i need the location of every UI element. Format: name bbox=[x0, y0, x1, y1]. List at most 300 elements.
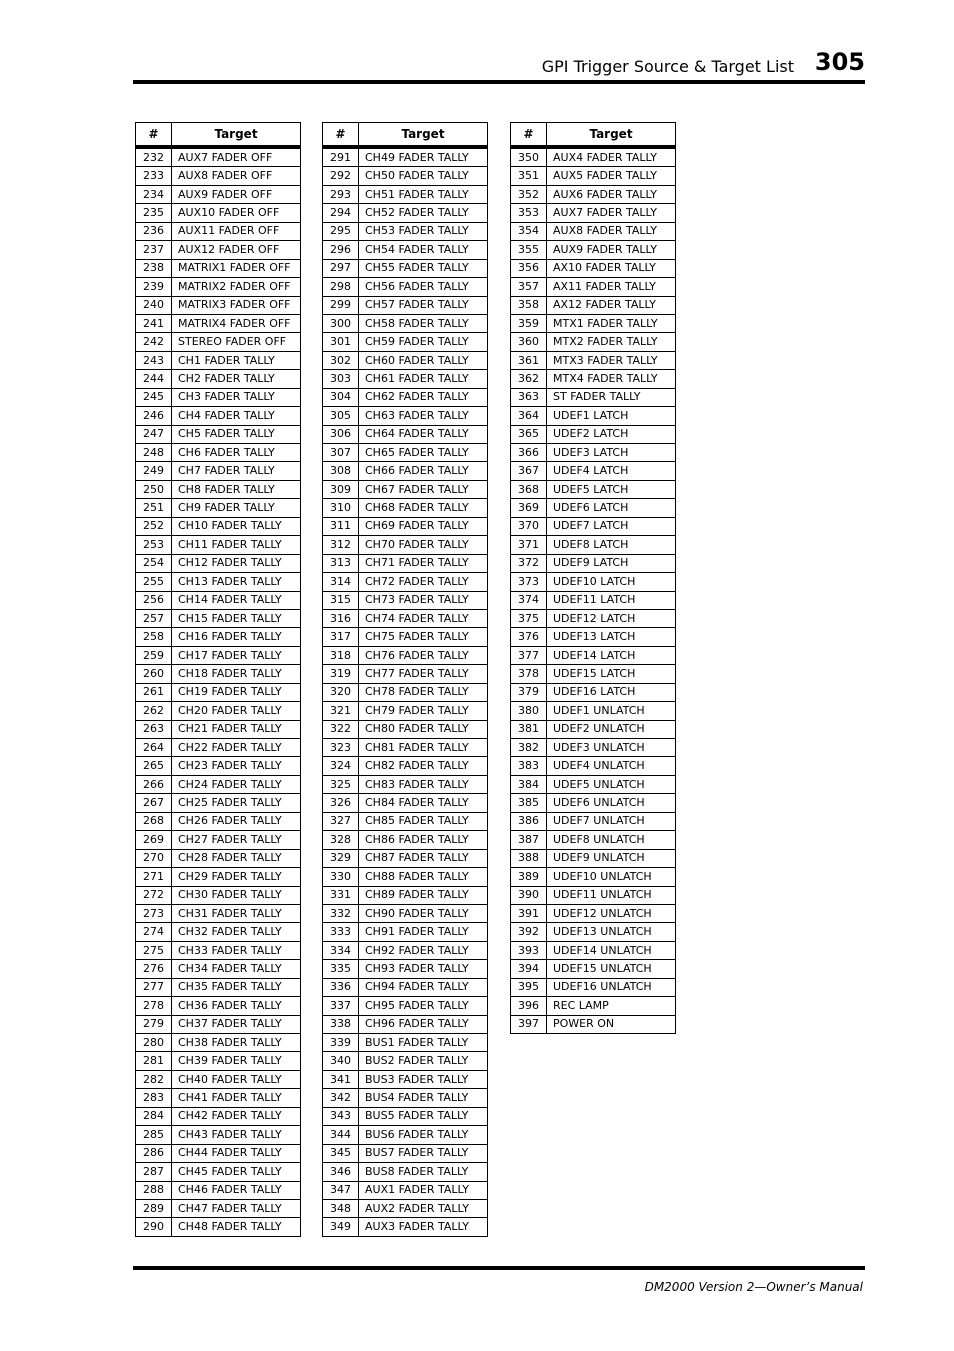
row-number: 333 bbox=[323, 923, 359, 941]
table-row bbox=[136, 1163, 301, 1181]
table-row bbox=[136, 388, 301, 406]
row-target: CH13 FADER TALLY bbox=[172, 573, 301, 591]
table-row bbox=[511, 904, 676, 922]
row-number: 290 bbox=[136, 1218, 172, 1236]
row-number: 274 bbox=[136, 923, 172, 941]
row-target: CH22 FADER TALLY bbox=[172, 739, 301, 757]
table-row bbox=[323, 739, 488, 757]
row-number: 309 bbox=[323, 480, 359, 498]
row-number: 251 bbox=[136, 499, 172, 517]
table-row bbox=[323, 480, 488, 498]
table-row bbox=[323, 960, 488, 978]
row-target: AUX1 FADER TALLY bbox=[359, 1181, 488, 1199]
row-number: 380 bbox=[511, 702, 547, 720]
row-number: 311 bbox=[323, 517, 359, 535]
table-row bbox=[511, 628, 676, 646]
table-row bbox=[136, 1107, 301, 1125]
row-target: CH3 FADER TALLY bbox=[172, 388, 301, 406]
row-number: 367 bbox=[511, 462, 547, 480]
row-target: UDEF3 LATCH bbox=[547, 444, 676, 462]
row-target: CH56 FADER TALLY bbox=[359, 278, 488, 296]
table-row bbox=[323, 886, 488, 904]
row-target: MTX1 FADER TALLY bbox=[547, 314, 676, 332]
row-number: 346 bbox=[323, 1163, 359, 1181]
table-row bbox=[323, 167, 488, 185]
table-row bbox=[136, 1089, 301, 1107]
row-target: CH18 FADER TALLY bbox=[172, 665, 301, 683]
row-target: CH59 FADER TALLY bbox=[359, 333, 488, 351]
row-number: 270 bbox=[136, 849, 172, 867]
row-target: CH39 FADER TALLY bbox=[172, 1052, 301, 1070]
row-number: 345 bbox=[323, 1144, 359, 1162]
row-target: CH17 FADER TALLY bbox=[172, 646, 301, 664]
header-rule bbox=[133, 80, 865, 84]
table-row bbox=[323, 794, 488, 812]
row-target: UDEF2 LATCH bbox=[547, 425, 676, 443]
row-number: 288 bbox=[136, 1181, 172, 1199]
row-number: 307 bbox=[323, 444, 359, 462]
row-target: UDEF8 UNLATCH bbox=[547, 831, 676, 849]
row-number: 351 bbox=[511, 167, 547, 185]
table-row bbox=[323, 628, 488, 646]
table-row bbox=[323, 351, 488, 369]
table-row bbox=[136, 646, 301, 664]
table-row bbox=[511, 886, 676, 904]
table-row bbox=[511, 370, 676, 388]
table-row bbox=[511, 204, 676, 222]
table-row bbox=[511, 960, 676, 978]
row-number: 313 bbox=[323, 554, 359, 572]
row-number: 373 bbox=[511, 573, 547, 591]
table-row bbox=[323, 1218, 488, 1236]
table-row bbox=[511, 241, 676, 259]
row-target: CH23 FADER TALLY bbox=[172, 757, 301, 775]
table-row bbox=[323, 812, 488, 830]
table-row bbox=[136, 609, 301, 627]
row-number: 335 bbox=[323, 960, 359, 978]
row-number: 300 bbox=[323, 314, 359, 332]
row-target: CH48 FADER TALLY bbox=[172, 1218, 301, 1236]
row-target: CH40 FADER TALLY bbox=[172, 1070, 301, 1088]
table-row bbox=[136, 941, 301, 959]
row-number: 297 bbox=[323, 259, 359, 277]
row-number: 238 bbox=[136, 259, 172, 277]
row-target: CH33 FADER TALLY bbox=[172, 941, 301, 959]
footer-manual-title: DM2000 Version 2—Owner’s Manual bbox=[644, 1280, 863, 1294]
table-row bbox=[511, 444, 676, 462]
table-row bbox=[323, 941, 488, 959]
row-target: BUS7 FADER TALLY bbox=[359, 1144, 488, 1162]
row-target: CH55 FADER TALLY bbox=[359, 259, 488, 277]
row-target: BUS3 FADER TALLY bbox=[359, 1070, 488, 1088]
footer-rule bbox=[133, 1266, 865, 1270]
row-target: UDEF10 LATCH bbox=[547, 573, 676, 591]
table-row bbox=[323, 1034, 488, 1052]
table-row bbox=[136, 1199, 301, 1217]
row-target: CH21 FADER TALLY bbox=[172, 720, 301, 738]
row-number: 242 bbox=[136, 333, 172, 351]
row-target: CH8 FADER TALLY bbox=[172, 480, 301, 498]
row-number: 369 bbox=[511, 499, 547, 517]
table-row bbox=[136, 812, 301, 830]
row-number: 304 bbox=[323, 388, 359, 406]
row-number: 262 bbox=[136, 702, 172, 720]
row-target: UDEF12 UNLATCH bbox=[547, 904, 676, 922]
table-row bbox=[511, 609, 676, 627]
table-row bbox=[323, 646, 488, 664]
table-row bbox=[136, 886, 301, 904]
column-header-number: # bbox=[511, 123, 547, 148]
table-row bbox=[323, 370, 488, 388]
row-number: 323 bbox=[323, 739, 359, 757]
row-target: MTX3 FADER TALLY bbox=[547, 351, 676, 369]
row-target: UDEF16 UNLATCH bbox=[547, 978, 676, 996]
row-number: 306 bbox=[323, 425, 359, 443]
row-number: 361 bbox=[511, 351, 547, 369]
row-number: 298 bbox=[323, 278, 359, 296]
row-target: UDEF6 UNLATCH bbox=[547, 794, 676, 812]
row-number: 295 bbox=[323, 222, 359, 240]
table-row bbox=[136, 147, 301, 167]
column-header-target: Target bbox=[359, 123, 488, 148]
table-row bbox=[511, 147, 676, 167]
row-number: 265 bbox=[136, 757, 172, 775]
row-target: AUX9 FADER TALLY bbox=[547, 241, 676, 259]
row-target: UDEF15 UNLATCH bbox=[547, 960, 676, 978]
table-row bbox=[136, 462, 301, 480]
row-number: 315 bbox=[323, 591, 359, 609]
table-row bbox=[511, 259, 676, 277]
row-target: BUS6 FADER TALLY bbox=[359, 1126, 488, 1144]
row-number: 239 bbox=[136, 278, 172, 296]
table-row bbox=[511, 702, 676, 720]
row-number: 337 bbox=[323, 997, 359, 1015]
row-number: 267 bbox=[136, 794, 172, 812]
table-row bbox=[323, 831, 488, 849]
row-target: CH29 FADER TALLY bbox=[172, 868, 301, 886]
row-target: UDEF13 UNLATCH bbox=[547, 923, 676, 941]
table-row bbox=[323, 296, 488, 314]
row-target: AUX2 FADER TALLY bbox=[359, 1199, 488, 1217]
row-number: 388 bbox=[511, 849, 547, 867]
row-target: CH42 FADER TALLY bbox=[172, 1107, 301, 1125]
row-target: CH80 FADER TALLY bbox=[359, 720, 488, 738]
row-number: 250 bbox=[136, 480, 172, 498]
row-number: 330 bbox=[323, 868, 359, 886]
row-number: 271 bbox=[136, 868, 172, 886]
row-number: 350 bbox=[511, 147, 547, 167]
row-number: 359 bbox=[511, 314, 547, 332]
row-number: 386 bbox=[511, 812, 547, 830]
row-number: 378 bbox=[511, 665, 547, 683]
row-number: 347 bbox=[323, 1181, 359, 1199]
row-target: MATRIX4 FADER OFF bbox=[172, 314, 301, 332]
row-number: 236 bbox=[136, 222, 172, 240]
row-target: UDEF14 UNLATCH bbox=[547, 941, 676, 959]
row-number: 233 bbox=[136, 167, 172, 185]
row-target: CH74 FADER TALLY bbox=[359, 609, 488, 627]
row-target: BUS5 FADER TALLY bbox=[359, 1107, 488, 1125]
row-number: 372 bbox=[511, 554, 547, 572]
row-number: 252 bbox=[136, 517, 172, 535]
row-number: 357 bbox=[511, 278, 547, 296]
row-target: POWER ON bbox=[547, 1015, 676, 1033]
table-row bbox=[323, 923, 488, 941]
row-target: CH28 FADER TALLY bbox=[172, 849, 301, 867]
table-row bbox=[323, 462, 488, 480]
table-row bbox=[323, 333, 488, 351]
row-number: 237 bbox=[136, 241, 172, 259]
row-target: CH49 FADER TALLY bbox=[359, 147, 488, 167]
table-row bbox=[323, 683, 488, 701]
table-row bbox=[136, 425, 301, 443]
table-row bbox=[136, 720, 301, 738]
row-target: UDEF2 UNLATCH bbox=[547, 720, 676, 738]
row-number: 282 bbox=[136, 1070, 172, 1088]
row-target: CH51 FADER TALLY bbox=[359, 185, 488, 203]
column-header-number: # bbox=[136, 123, 172, 148]
row-target: UDEF13 LATCH bbox=[547, 628, 676, 646]
table-row bbox=[511, 185, 676, 203]
row-number: 387 bbox=[511, 831, 547, 849]
row-target: CH94 FADER TALLY bbox=[359, 978, 488, 996]
row-target: UDEF11 UNLATCH bbox=[547, 886, 676, 904]
row-target: CH36 FADER TALLY bbox=[172, 997, 301, 1015]
table-row bbox=[136, 259, 301, 277]
row-target: CH60 FADER TALLY bbox=[359, 351, 488, 369]
row-target: UDEF11 LATCH bbox=[547, 591, 676, 609]
row-number: 366 bbox=[511, 444, 547, 462]
table-row bbox=[136, 1034, 301, 1052]
row-number: 246 bbox=[136, 407, 172, 425]
table-row bbox=[511, 775, 676, 793]
table-row bbox=[511, 333, 676, 351]
row-number: 289 bbox=[136, 1199, 172, 1217]
row-number: 255 bbox=[136, 573, 172, 591]
row-target: CH89 FADER TALLY bbox=[359, 886, 488, 904]
table-row bbox=[511, 167, 676, 185]
row-target: UDEF16 LATCH bbox=[547, 683, 676, 701]
row-target: UDEF6 LATCH bbox=[547, 499, 676, 517]
row-number: 264 bbox=[136, 739, 172, 757]
row-number: 291 bbox=[323, 147, 359, 167]
table-row bbox=[511, 573, 676, 591]
table-row bbox=[136, 1144, 301, 1162]
row-number: 334 bbox=[323, 941, 359, 959]
row-number: 257 bbox=[136, 609, 172, 627]
table-row bbox=[136, 222, 301, 240]
table-row bbox=[511, 868, 676, 886]
table-row bbox=[323, 868, 488, 886]
row-number: 354 bbox=[511, 222, 547, 240]
row-number: 344 bbox=[323, 1126, 359, 1144]
row-number: 318 bbox=[323, 646, 359, 664]
row-target: AUX7 FADER TALLY bbox=[547, 204, 676, 222]
row-target: CH31 FADER TALLY bbox=[172, 904, 301, 922]
table-row bbox=[323, 425, 488, 443]
table-row bbox=[511, 812, 676, 830]
page-number: 305 bbox=[814, 48, 865, 76]
row-target: CH7 FADER TALLY bbox=[172, 462, 301, 480]
table-row bbox=[136, 1181, 301, 1199]
row-number: 336 bbox=[323, 978, 359, 996]
row-number: 317 bbox=[323, 628, 359, 646]
row-number: 362 bbox=[511, 370, 547, 388]
row-target: CH32 FADER TALLY bbox=[172, 923, 301, 941]
row-target: CH6 FADER TALLY bbox=[172, 444, 301, 462]
row-target: CH91 FADER TALLY bbox=[359, 923, 488, 941]
table-row bbox=[323, 204, 488, 222]
row-number: 397 bbox=[511, 1015, 547, 1033]
row-target: CH66 FADER TALLY bbox=[359, 462, 488, 480]
row-number: 249 bbox=[136, 462, 172, 480]
table-row bbox=[511, 517, 676, 535]
row-number: 296 bbox=[323, 241, 359, 259]
row-target: AUX7 FADER OFF bbox=[172, 147, 301, 167]
table-row bbox=[136, 683, 301, 701]
table-row bbox=[323, 1181, 488, 1199]
row-target: CH34 FADER TALLY bbox=[172, 960, 301, 978]
row-number: 381 bbox=[511, 720, 547, 738]
table-row bbox=[136, 314, 301, 332]
row-target: CH38 FADER TALLY bbox=[172, 1034, 301, 1052]
row-number: 245 bbox=[136, 388, 172, 406]
row-number: 292 bbox=[323, 167, 359, 185]
table-row bbox=[136, 573, 301, 591]
row-number: 360 bbox=[511, 333, 547, 351]
table-row bbox=[323, 1163, 488, 1181]
target-table-2 bbox=[322, 122, 488, 1237]
row-target: AUX8 FADER OFF bbox=[172, 167, 301, 185]
table-row bbox=[136, 370, 301, 388]
table-row bbox=[136, 1218, 301, 1236]
row-target: CH2 FADER TALLY bbox=[172, 370, 301, 388]
row-target: CH68 FADER TALLY bbox=[359, 499, 488, 517]
row-target: AUX6 FADER TALLY bbox=[547, 185, 676, 203]
row-target: CH20 FADER TALLY bbox=[172, 702, 301, 720]
row-target: CH81 FADER TALLY bbox=[359, 739, 488, 757]
row-number: 243 bbox=[136, 351, 172, 369]
row-target: UDEF5 UNLATCH bbox=[547, 775, 676, 793]
row-number: 278 bbox=[136, 997, 172, 1015]
row-number: 302 bbox=[323, 351, 359, 369]
row-target: CH71 FADER TALLY bbox=[359, 554, 488, 572]
row-number: 353 bbox=[511, 204, 547, 222]
row-number: 319 bbox=[323, 665, 359, 683]
table-row bbox=[511, 849, 676, 867]
row-number: 234 bbox=[136, 185, 172, 203]
row-target: CH65 FADER TALLY bbox=[359, 444, 488, 462]
row-target: CH10 FADER TALLY bbox=[172, 517, 301, 535]
row-number: 244 bbox=[136, 370, 172, 388]
table-row bbox=[136, 1052, 301, 1070]
row-number: 273 bbox=[136, 904, 172, 922]
row-number: 268 bbox=[136, 812, 172, 830]
row-number: 327 bbox=[323, 812, 359, 830]
row-target: CH69 FADER TALLY bbox=[359, 517, 488, 535]
row-target: CH63 FADER TALLY bbox=[359, 407, 488, 425]
row-target: ST FADER TALLY bbox=[547, 388, 676, 406]
table-row bbox=[136, 978, 301, 996]
table-row bbox=[136, 444, 301, 462]
row-number: 396 bbox=[511, 997, 547, 1015]
table-row bbox=[323, 1089, 488, 1107]
table-row bbox=[511, 794, 676, 812]
row-target: CH41 FADER TALLY bbox=[172, 1089, 301, 1107]
table-row bbox=[511, 646, 676, 664]
row-number: 241 bbox=[136, 314, 172, 332]
table-row bbox=[323, 147, 488, 167]
row-number: 261 bbox=[136, 683, 172, 701]
row-target: MTX4 FADER TALLY bbox=[547, 370, 676, 388]
table-row bbox=[511, 720, 676, 738]
table-row bbox=[136, 997, 301, 1015]
row-number: 329 bbox=[323, 849, 359, 867]
row-target: UDEF7 UNLATCH bbox=[547, 812, 676, 830]
row-target: CH50 FADER TALLY bbox=[359, 167, 488, 185]
row-target: CH85 FADER TALLY bbox=[359, 812, 488, 830]
row-target: CH45 FADER TALLY bbox=[172, 1163, 301, 1181]
row-target: MATRIX3 FADER OFF bbox=[172, 296, 301, 314]
table-row bbox=[136, 831, 301, 849]
row-target: CH53 FADER TALLY bbox=[359, 222, 488, 240]
row-target: CH43 FADER TALLY bbox=[172, 1126, 301, 1144]
row-number: 377 bbox=[511, 646, 547, 664]
row-target: CH77 FADER TALLY bbox=[359, 665, 488, 683]
row-number: 368 bbox=[511, 480, 547, 498]
row-number: 299 bbox=[323, 296, 359, 314]
row-number: 235 bbox=[136, 204, 172, 222]
row-target: AX11 FADER TALLY bbox=[547, 278, 676, 296]
row-target: CH27 FADER TALLY bbox=[172, 831, 301, 849]
table-row bbox=[511, 665, 676, 683]
table-row bbox=[511, 997, 676, 1015]
row-target: CH76 FADER TALLY bbox=[359, 646, 488, 664]
row-number: 392 bbox=[511, 923, 547, 941]
table-row bbox=[136, 904, 301, 922]
row-target: UDEF10 UNLATCH bbox=[547, 868, 676, 886]
table-row bbox=[323, 775, 488, 793]
row-number: 364 bbox=[511, 407, 547, 425]
table-row bbox=[323, 444, 488, 462]
row-number: 349 bbox=[323, 1218, 359, 1236]
row-number: 352 bbox=[511, 185, 547, 203]
row-target: CH5 FADER TALLY bbox=[172, 425, 301, 443]
table-row bbox=[136, 204, 301, 222]
table-row bbox=[136, 775, 301, 793]
row-target: MATRIX2 FADER OFF bbox=[172, 278, 301, 296]
row-target: AUX3 FADER TALLY bbox=[359, 1218, 488, 1236]
table-row bbox=[511, 923, 676, 941]
table-row bbox=[323, 978, 488, 996]
row-target: CH96 FADER TALLY bbox=[359, 1015, 488, 1033]
table-row bbox=[136, 868, 301, 886]
row-target: CH25 FADER TALLY bbox=[172, 794, 301, 812]
table-row bbox=[323, 499, 488, 517]
row-number: 328 bbox=[323, 831, 359, 849]
row-target: CH64 FADER TALLY bbox=[359, 425, 488, 443]
table-row bbox=[323, 388, 488, 406]
row-number: 287 bbox=[136, 1163, 172, 1181]
row-target: UDEF15 LATCH bbox=[547, 665, 676, 683]
row-number: 389 bbox=[511, 868, 547, 886]
row-target: AUX11 FADER OFF bbox=[172, 222, 301, 240]
row-number: 277 bbox=[136, 978, 172, 996]
table-row bbox=[136, 1070, 301, 1088]
table-row bbox=[323, 1052, 488, 1070]
table-row bbox=[511, 536, 676, 554]
column-header-number: # bbox=[323, 123, 359, 148]
